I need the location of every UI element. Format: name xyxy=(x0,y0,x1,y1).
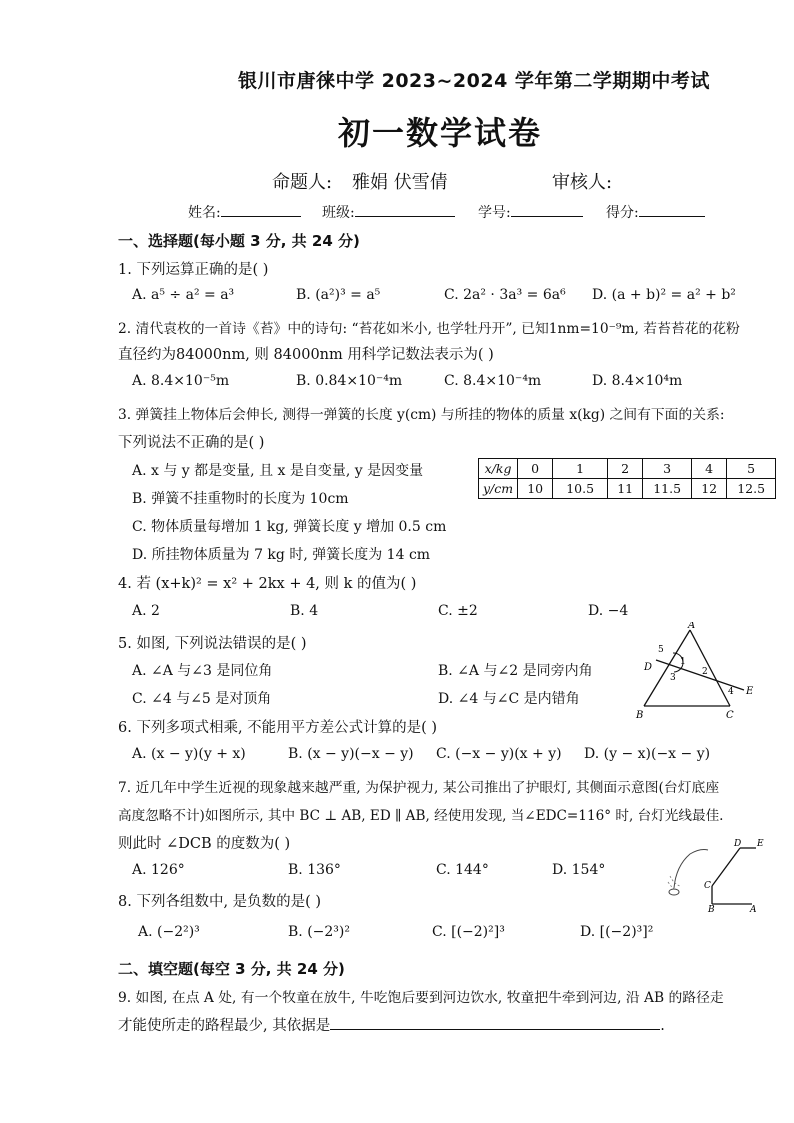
q4-option-d[interactable]: D. −4 xyxy=(588,603,629,619)
q8-stem: 8. 下列各组数中, 是负数的是( ) xyxy=(118,894,322,910)
lamp-base-sketch xyxy=(669,889,679,895)
q8-option-a[interactable]: A. (−2²)³ xyxy=(138,924,200,940)
section-choice-title: 一、选择题(每小题 3 分, 共 24 分) xyxy=(118,232,360,250)
score-label: 得分: xyxy=(606,205,639,221)
student-id-label: 学号: xyxy=(478,205,511,221)
q2-option-b[interactable]: B. 0.84×10⁻⁴m xyxy=(296,373,403,389)
q5-stem: 5. 如图, 下列说法错误的是( ) xyxy=(118,636,307,652)
student-id-blank[interactable] xyxy=(511,202,583,217)
table-cell: 3 xyxy=(643,459,692,479)
figure-label-4: 4 xyxy=(728,687,734,697)
q8-option-c[interactable]: C. [(−2)²]³ xyxy=(432,924,505,940)
figure-label-e: E xyxy=(757,839,764,849)
table-cell: 11 xyxy=(608,479,643,499)
figure-line-ac xyxy=(690,630,730,706)
q5-option-c[interactable]: C. ∠4 与∠5 是对顶角 xyxy=(132,691,272,707)
q9-stem-line2: 才能使所走的路程最少, 其依据是 xyxy=(118,1018,331,1034)
name-blank[interactable] xyxy=(221,202,301,217)
q5-triangle-figure xyxy=(628,622,764,722)
q3-option-b[interactable]: B. 弹簧不挂重物时的长度为 10cm xyxy=(132,491,349,507)
q8-option-b[interactable]: B. (−2³)² xyxy=(288,924,350,940)
q4-option-b[interactable]: B. 4 xyxy=(290,603,319,619)
spring-data-table xyxy=(478,458,776,499)
figure-label-e: E xyxy=(746,686,754,697)
q2-stem-line1: 2. 清代袁枚的一首诗《苔》中的诗句: “苔花如米小, 也学牡丹开”, 已知1nm=10⁻⁹m, 若苔苔花的花粉 xyxy=(118,321,740,337)
q2-option-d[interactable]: D. 8.4×10⁴m xyxy=(592,373,683,389)
name-label: 姓名: xyxy=(188,205,221,221)
q7-stem-line2: 高度忽略不计)如图所示, 其中 BC ⊥ AB, ED ∥ AB, 经使用发现, 当∠EDC=116° 时, 台灯光线最佳. xyxy=(118,808,724,824)
q6-option-c[interactable]: C. (−x − y)(x + y) xyxy=(436,746,562,762)
q4-option-c[interactable]: C. ±2 xyxy=(438,603,478,619)
figure-label-3: 3 xyxy=(670,673,676,683)
lamp-light-sketch xyxy=(674,850,708,889)
q7-stem-line1: 7. 近几年中学生近视的现象越来越严重, 为保护视力, 某公司推出了护眼灯, 其侧面示意图(台灯底座 xyxy=(118,780,720,796)
q5-option-a[interactable]: A. ∠A 与∠3 是同位角 xyxy=(132,663,273,679)
q6-option-a[interactable]: A. (x − y)(y + x) xyxy=(132,746,246,762)
q8-option-d[interactable]: D. [(−2)³]² xyxy=(580,924,654,940)
q1-option-b[interactable]: B. (a²)³ = a⁵ xyxy=(296,287,381,303)
table-cell: 12.5 xyxy=(727,479,776,499)
figure-label-a: A xyxy=(688,622,696,631)
figure-label-b: B xyxy=(636,710,644,721)
figure-label-b: B xyxy=(708,905,715,912)
q9-end-mark: . xyxy=(660,1018,665,1034)
q3-option-d[interactable]: D. 所挂物体质量为 7 kg 时, 弹簧长度为 14 cm xyxy=(132,547,431,563)
table-cell: 1 xyxy=(553,459,608,479)
score-field xyxy=(606,202,705,222)
student-id-field xyxy=(478,202,583,222)
table-row xyxy=(479,459,776,479)
score-blank[interactable] xyxy=(639,202,705,217)
q5-option-d[interactable]: D. ∠4 与∠C 是内错角 xyxy=(438,691,580,707)
q3-stem-line2: 下列说法不正确的是( ) xyxy=(118,435,265,451)
q1-option-c[interactable]: C. 2a² · 3a³ = 6a⁶ xyxy=(444,287,566,303)
setter-names: 雅娟 伏雪倩 xyxy=(352,172,448,193)
setter-label: 命题人: xyxy=(272,172,333,193)
q7-stem-line3: 则此时 ∠DCB 的度数为( ) xyxy=(118,836,291,852)
q2-option-a[interactable]: A. 8.4×10⁻⁵m xyxy=(132,373,230,389)
figure-label-c: C xyxy=(726,710,734,721)
table-cell: x/kg xyxy=(479,459,518,479)
q9-stem-line2-wrap xyxy=(118,1014,665,1035)
q7-desk-lamp-figure xyxy=(660,836,770,912)
table-cell: 5 xyxy=(727,459,776,479)
class-label: 班级: xyxy=(322,205,355,221)
q9-answer-blank[interactable] xyxy=(330,1015,660,1030)
q3-stem-line1: 3. 弹簧挂上物体后会伸长, 测得一弹簧的长度 y(cm) 与所挂的物体的质量 x(kg) 之间有下面的关系: xyxy=(118,407,725,423)
q3-option-a[interactable]: A. x 与 y 都是变量, 且 x 是自变量, y 是因变量 xyxy=(132,463,424,479)
q1-stem: 1. 下列运算正确的是( ) xyxy=(118,262,269,278)
figure-label-d: D xyxy=(644,662,653,673)
figure-label-2: 2 xyxy=(702,667,708,677)
q1-option-a[interactable]: A. a⁵ ÷ a² = a³ xyxy=(132,287,235,303)
class-blank[interactable] xyxy=(355,202,455,217)
q7-option-a[interactable]: A. 126° xyxy=(132,862,185,878)
table-cell: 12 xyxy=(692,479,727,499)
table-cell: 2 xyxy=(608,459,643,479)
q7-option-c[interactable]: C. 144° xyxy=(436,862,489,878)
section-fill-title: 二、填空题(每空 3 分, 共 24 分) xyxy=(118,960,345,978)
figure-label-d: D xyxy=(734,839,742,849)
class-field xyxy=(322,202,455,222)
q2-stem-line2: 直径约为84000nm, 则 84000nm 用科学记数法表示为( ) xyxy=(118,347,494,363)
q7-option-d[interactable]: D. 154° xyxy=(552,862,606,878)
figure-label-5: 5 xyxy=(658,645,664,655)
figure-label-a: A xyxy=(750,905,757,912)
q4-option-a[interactable]: A. 2 xyxy=(132,603,160,619)
q1-option-d[interactable]: D. (a + b)² = a² + b² xyxy=(592,287,736,303)
table-cell: 10.5 xyxy=(553,479,608,499)
q7-option-b[interactable]: B. 136° xyxy=(288,862,341,878)
table-cell: 11.5 xyxy=(643,479,692,499)
q6-stem: 6. 下列多项式相乘, 不能用平方差公式计算的是( ) xyxy=(118,720,438,736)
name-field xyxy=(188,202,301,222)
figure-line-cd xyxy=(712,848,740,886)
exam-title: 初一数学试卷 xyxy=(338,114,543,152)
table-cell: 0 xyxy=(518,459,553,479)
figure-label-1: 1 xyxy=(680,657,686,667)
q4-stem: 4. 若 (x+k)² = x² + 2kx + 4, 则 k 的值为( ) xyxy=(118,576,417,592)
q9-stem-line1: 9. 如图, 在点 A 处, 有一个牧童在放牛, 牛吃饱后要到河边饮水, 牧童把牛牵到河边, 沿 AB 的路径走 xyxy=(118,990,724,1006)
q2-option-c[interactable]: C. 8.4×10⁻⁴m xyxy=(444,373,542,389)
q6-option-d[interactable]: D. (y − x)(−x − y) xyxy=(584,746,711,762)
figure-label-c: C xyxy=(704,881,711,891)
school-title: 银川市唐徕中学 2023~2024 学年第二学期期中考试 xyxy=(238,70,710,92)
q6-option-b[interactable]: B. (x − y)(−x − y) xyxy=(288,746,414,762)
table-cell: 10 xyxy=(518,479,553,499)
table-cell: 4 xyxy=(692,459,727,479)
q3-option-c[interactable]: C. 物体质量每增加 1 kg, 弹簧长度 y 增加 0.5 cm xyxy=(132,519,447,535)
table-cell: y/cm xyxy=(479,479,518,499)
reviewer-label: 审核人: xyxy=(552,172,613,193)
q5-option-b[interactable]: B. ∠A 与∠2 是同旁内角 xyxy=(438,663,593,679)
table-row xyxy=(479,479,776,499)
